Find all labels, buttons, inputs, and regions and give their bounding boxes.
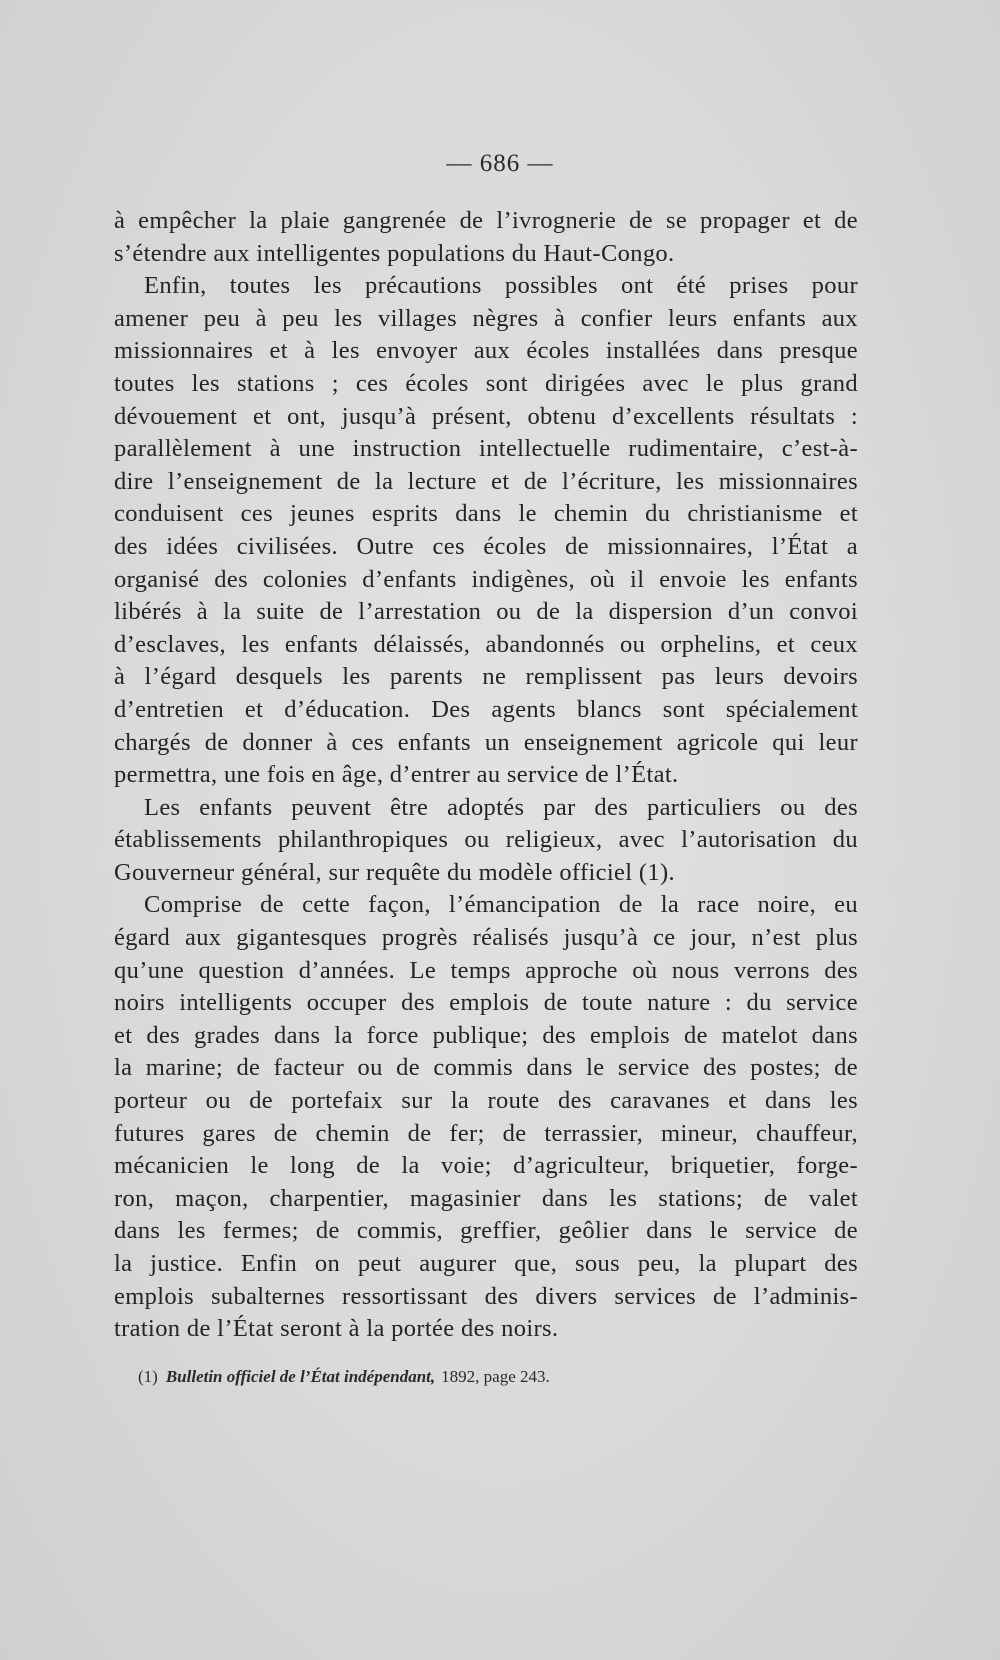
text-line: dire l’enseignement de la lecture et de l’écriture, les missionnaires bbox=[114, 467, 858, 495]
text-line: d’esclaves, les enfants délaissés, abandonnés ou orphelins, et ceux bbox=[114, 630, 858, 658]
text-line: des idées civilisées. Outre ces écoles de missionnaires, l’État a bbox=[114, 532, 858, 560]
page-number: — 686 — bbox=[446, 150, 554, 177]
text-line: Comprise de cette façon, l’émancipation de la race noire, eu bbox=[144, 891, 858, 919]
text-line: permettra, une fois en âge, d’entrer au service de l’État. bbox=[114, 761, 679, 789]
text-line: mécanicien le long de la voie; d’agriculteur, briquetier, forge- bbox=[114, 1152, 858, 1180]
text-line: la justice. Enfin on peut augurer que, sous peu, la plupart des bbox=[114, 1250, 858, 1277]
text-line: libérés à la suite de l’arrestation ou de la dispersion d’un convoi bbox=[114, 598, 858, 626]
text-line: dévouement et ont, jusqu’à présent, obtenu d’excellents résultats : bbox=[114, 402, 858, 430]
footnote-source: Bulletin officiel de l’État indépendant, bbox=[165, 1367, 436, 1386]
text-line: emplois subalternes ressortissant des divers services de l’adminis- bbox=[114, 1282, 858, 1310]
text-line: s’étendre aux intelligentes populations du Haut-Congo. bbox=[114, 239, 675, 267]
text-line: ron, maçon, charpentier, magasinier dans les stations; de valet bbox=[114, 1184, 858, 1212]
text-line: conduisent ces jeunes esprits dans le chemin du christianisme et bbox=[114, 500, 858, 528]
text-line: Les enfants peuvent être adoptés par des particuliers ou des bbox=[144, 793, 858, 821]
footnote-details: 1892, page 243. bbox=[441, 1367, 550, 1386]
text-line: d’entretien et d’éducation. Des agents blancs sont spécialement bbox=[114, 695, 858, 723]
text-line: égard aux gigantesques progrès réalisés jusqu’à ce jour, n’est plus bbox=[114, 924, 858, 952]
text-line: amener peu à peu les villages nègres à confier leurs enfants aux bbox=[114, 304, 858, 332]
text-line: à empêcher la plaie gangrenée de l’ivrognerie de se propager et de bbox=[114, 207, 858, 234]
text-line: chargés de donner à ces enfants un enseignement agricole qui leur bbox=[114, 728, 858, 756]
text-line: futures gares de chemin de fer; de terrassier, mineur, chauffeur, bbox=[114, 1119, 858, 1147]
text-line: tration de l’État seront à la portée des noirs. bbox=[114, 1315, 559, 1343]
text-line: missionnaires et à les envoyer aux écoles installées dans presque bbox=[114, 337, 858, 365]
text-line: noirs intelligents occuper des emplois de toute nature : du service bbox=[114, 989, 858, 1017]
text-line: dans les fermes; de commis, greffier, geôlier dans le service de bbox=[114, 1217, 858, 1245]
text-line: Gouverneur général, sur requête du modèle officiel (1). bbox=[114, 858, 675, 886]
text-line: et des grades dans la force publique; des emplois de matelot dans bbox=[114, 1021, 858, 1049]
text-line: parallèlement à une instruction intellectuelle rudimentaire, c’est-à- bbox=[114, 435, 858, 463]
text-line: qu’une question d’années. Le temps approche où nous verrons des bbox=[114, 956, 858, 984]
text-line: la marine; de facteur ou de commis dans le service des postes; de bbox=[114, 1054, 858, 1082]
text-line: à l’égard desquels les parents ne remplissent pas leurs devoirs bbox=[114, 663, 858, 691]
text-line: porteur ou de portefaix sur la route des caravanes et dans les bbox=[114, 1087, 858, 1115]
text-line: établissements philanthropiques ou religieux, avec l’autorisation du bbox=[114, 826, 858, 854]
text-line: toutes les stations ; ces écoles sont dirigées avec le plus grand bbox=[114, 369, 858, 397]
footnote bbox=[138, 1367, 738, 1387]
text-line: Enfin, toutes les précautions possibles ont été prises pour bbox=[144, 272, 858, 300]
footnote-marker: (1) bbox=[138, 1367, 158, 1386]
body-text bbox=[114, 205, 858, 1346]
text-line: organisé des colonies d’enfants indigènes, où il envoie les enfants bbox=[114, 565, 858, 593]
